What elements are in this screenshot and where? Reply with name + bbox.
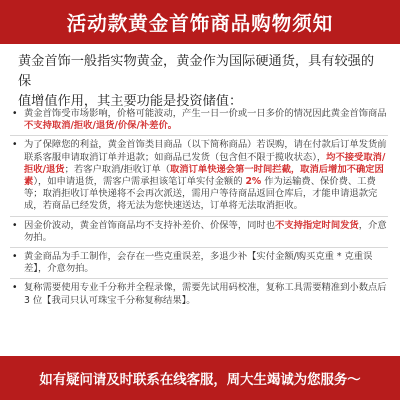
divider [10, 247, 388, 248]
highlight-text: 取消订单快递会第一时间拦截，取消后增加不确定因素 [24, 163, 384, 188]
bullet-icon: • [12, 108, 18, 119]
notice-text: 黄金首饰受市场影响，价格可能波动，产生一日一价或一日多价的情况因此黄金首饰商品 [24, 108, 387, 119]
notice-item [10, 139, 388, 212]
notice-item [10, 108, 388, 132]
footer-banner [0, 356, 400, 400]
divider [10, 216, 388, 217]
bullet-icon: • [12, 219, 18, 231]
notice-text: 因金价波动，黄金首饰商品均不支持补差价、价保等，同时也 [24, 219, 276, 231]
divider [10, 135, 388, 136]
notice-text: ），如申请退货，需客户需承担该笔订单实付金额的 [33, 176, 246, 188]
highlight-text: 不支持取消/拒收/退货/价保/补差价。 [24, 120, 178, 132]
intro-line-1: 黄金首饰一般指实物黄金，黄金作为国际硬通货，具有较强的保 [18, 54, 375, 89]
notice-text: 作为运输费、保价费、工费等；取消拒收订单快递将不会再次派送，需用户等待商品返回仓库后，才能申请退款完成，若商品已经发货，将无法为您快速送达，订单将无法取消拒收。 [24, 176, 378, 212]
notice-item [10, 220, 388, 244]
notice-list [10, 108, 388, 307]
header-banner [0, 0, 400, 44]
intro-text [18, 52, 384, 112]
highlight-text: 不支持指定时间发货 [275, 219, 359, 231]
footer-text: 如有疑问请及时联系在线客服，周大生竭诚为您服务～ [39, 372, 361, 388]
notice-item [10, 251, 388, 275]
highlight-text: 均不接受取消/拒收/退货 [24, 151, 386, 175]
bullet-icon: • [12, 282, 18, 294]
notice-text: 黄金商品为手工制作，会存在一些克重误差，多退少补【实付金额/购买克重 * 克重误差】，介意勿拍。 [24, 251, 373, 275]
page-title: 活动款黄金首饰商品购物须知 [66, 12, 334, 35]
notice-text: ；若客户取消/拒收订单（ [64, 163, 170, 175]
bullet-icon: • [12, 251, 18, 263]
highlight-text: 2% [245, 176, 262, 188]
notice-item [10, 282, 388, 306]
notice-text: 为了保障您的利益，黄金首饰类目商品（以下简称商品）若误购，请在付款后订单发货前联系客服申请取消订单并退款；如商品已发货（包含但不限于揽收状态）， [24, 139, 387, 163]
notice-text: 复称需要使用专业千分称并全程录像，需要先试用码校准，复称工具需要精准到小数点后 3 位【我司只认可珠宝千分称复称结果】。 [24, 282, 387, 306]
notice-text: ，介意勿拍。 [24, 219, 387, 243]
divider [10, 278, 388, 279]
bullet-icon: • [12, 139, 18, 151]
intro-line-2: 值增值作用，其主要功能是投资储值： [18, 94, 243, 109]
